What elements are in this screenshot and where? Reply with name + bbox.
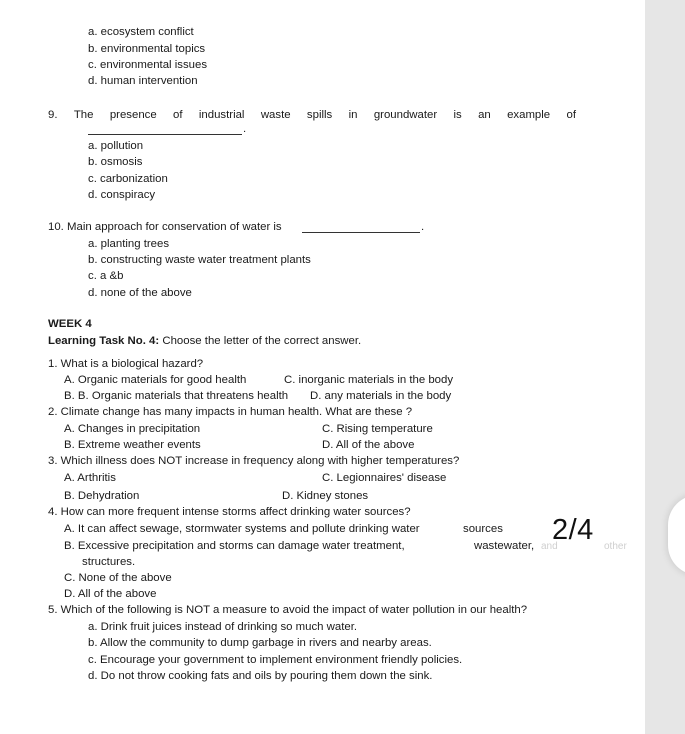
q9-word: is xyxy=(453,109,462,121)
page-indicator: 2/4 xyxy=(552,514,594,546)
w4-q2-option-d: D. All of the above xyxy=(322,439,415,451)
w4-q2-option-b: B. Extreme weather events xyxy=(64,439,201,451)
q9-option-a: a. pollution xyxy=(88,140,144,152)
q9-word: groundwater xyxy=(373,109,438,121)
q9-answer-blank xyxy=(88,134,242,135)
q10-option-a: a. planting trees xyxy=(88,238,170,250)
w4-q4-stem: 4. How can more frequent intense storms affect drinking water sources? xyxy=(48,506,411,518)
ghost-text-right: other xyxy=(604,541,627,552)
q9-word: waste xyxy=(260,109,291,121)
q10-end-period: . xyxy=(421,221,425,233)
w4-q3-option-d: D. Kidney stones xyxy=(282,490,369,502)
q9-word: in xyxy=(348,109,358,121)
q9-end-period: . xyxy=(243,123,247,135)
w4-q5-option-a: a. Drink fruit juices instead of drinking so much water. xyxy=(88,621,358,633)
q8-option-b: b. environmental topics xyxy=(88,43,206,55)
q9-word: The xyxy=(73,109,94,121)
q9-word: presence xyxy=(109,109,157,121)
w4-q4-option-a-end: sources xyxy=(463,523,503,535)
w4-q1-option-b: B. B. Organic materials that threatens health xyxy=(64,390,289,402)
w4-q1-option-c: C. inorganic materials in the body xyxy=(284,374,454,386)
q10-option-c: c. a &b xyxy=(88,270,124,282)
q9-word: of xyxy=(173,109,183,121)
q9-option-c: c. carbonization xyxy=(88,173,168,185)
w4-q3-option-c: C. Legionnaires' disease xyxy=(322,472,447,484)
w4-q3-option-a: A. Arthritis xyxy=(64,472,116,484)
q9-word: industrial xyxy=(198,109,245,121)
w4-q4-option-b-cont: structures. xyxy=(82,556,136,568)
w4-q5-stem: 5. Which of the following is NOT a measure to avoid the impact of water pollution in our health? xyxy=(48,604,528,616)
w4-q3-option-b: B. Dehydration xyxy=(64,490,140,502)
task-label: Learning Task No. 4: xyxy=(48,335,160,347)
w4-q4-option-d: D. All of the above xyxy=(64,588,157,600)
week-heading: WEEK 4 xyxy=(48,318,92,330)
w4-q5-option-b: b. Allow the community to dump garbage in rivers and nearby areas. xyxy=(88,637,432,649)
task-instruction xyxy=(48,334,361,348)
w4-q5-option-c: c. Encourage your government to implement environment friendly policies. xyxy=(88,654,463,666)
q9-option-b: b. osmosis xyxy=(88,156,143,168)
q9-word: spills xyxy=(306,109,333,121)
q9-option-d: d. conspiracy xyxy=(88,189,156,201)
w4-q1-option-a: A. Organic materials for good health xyxy=(64,374,247,386)
viewer-background-strip xyxy=(645,0,685,734)
q10-stem: 10. Main approach for conservation of water is xyxy=(48,221,282,233)
w4-q2-option-a: A. Changes in precipitation xyxy=(64,423,201,435)
q9-word: of xyxy=(566,109,576,121)
w4-q4-option-c: C. None of the above xyxy=(64,572,172,584)
w4-q1-stem: 1. What is a biological hazard? xyxy=(48,358,204,370)
q10-answer-blank xyxy=(302,232,420,233)
q10-option-b: b. constructing waste water treatment plants xyxy=(88,254,311,266)
q10-option-d: d. none of the above xyxy=(88,287,192,299)
w4-q3-stem: 3. Which illness does NOT increase in frequency along with higher temperatures? xyxy=(48,455,460,467)
ghost-text-left: and xyxy=(541,541,558,552)
q8-option-a: a. ecosystem conflict xyxy=(88,26,194,38)
w4-q4-option-a: A. It can affect sewage, stormwater systems and pollute drinking water xyxy=(64,523,420,535)
q9-word: example xyxy=(507,109,551,121)
q9-word: 9. xyxy=(48,109,58,121)
task-text: Choose the letter of the correct answer. xyxy=(159,335,362,347)
q8-option-d: d. human intervention xyxy=(88,75,198,87)
q9-stem xyxy=(48,108,576,122)
q9-word: an xyxy=(478,109,491,121)
w4-q2-option-c: C. Rising temperature xyxy=(322,423,433,435)
w4-q2-stem: 2. Climate change has many impacts in human health. What are these ? xyxy=(48,406,413,418)
w4-q1-option-d: D. any materials in the body xyxy=(310,390,452,402)
w4-q4-option-b-end: wastewater, xyxy=(474,540,535,552)
w4-q5-option-d: d. Do not throw cooking fats and oils by pouring them down the sink. xyxy=(88,670,433,682)
q8-option-c: c. environmental issues xyxy=(88,59,208,71)
w4-q4-option-b: B. Excessive precipitation and storms can damage water treatment, xyxy=(64,540,405,552)
